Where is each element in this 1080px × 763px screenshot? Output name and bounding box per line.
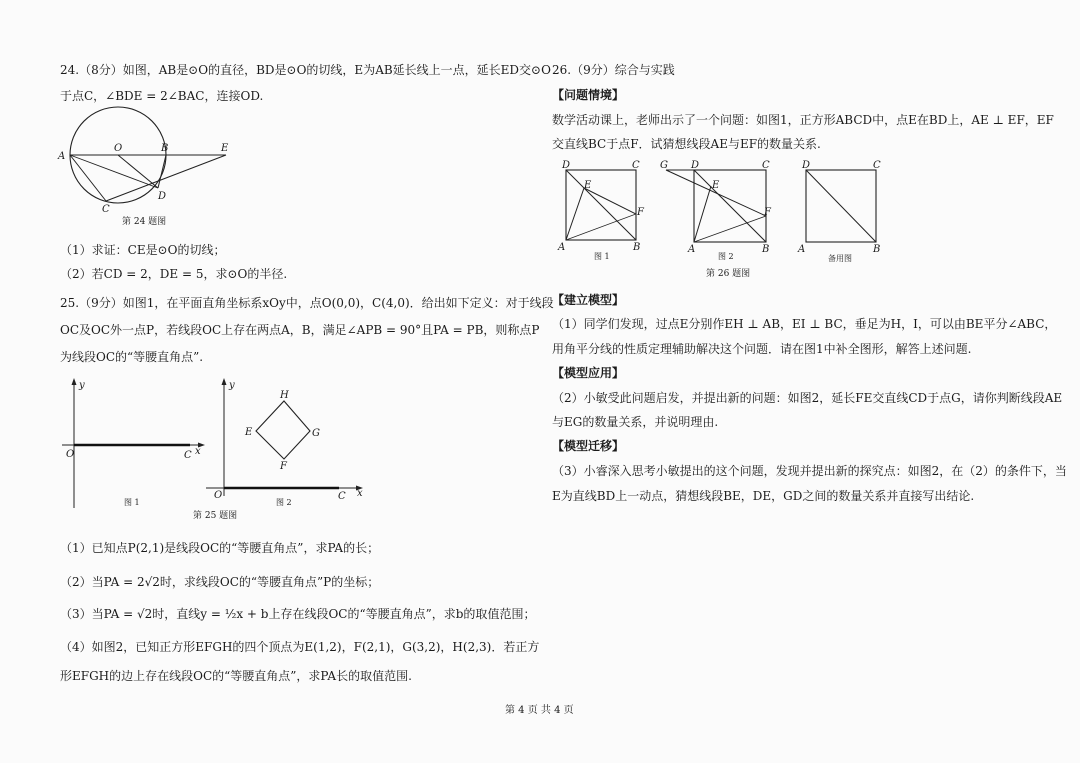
q25-fig2-caption: 图 2 xyxy=(276,498,292,507)
q26-section3-title: 【模型应用】 xyxy=(552,366,625,380)
q26-s3-line1: （2）小敏受此问题启发，并提出新的问题：如图2，延长FE交直线CD于点G，请你判断线段AE xyxy=(552,391,1063,405)
q26-fig1-caption: 图 1 xyxy=(594,252,610,261)
q25-fig2-y: y xyxy=(229,380,235,391)
q25-part4b: 形EFGH的边上存在线段OC的“等腰直角点”，求PA长的取值范围. xyxy=(60,669,412,683)
q25-fig2-o: O xyxy=(214,490,223,501)
q26-fig1-d: D xyxy=(562,160,571,171)
q25-line3: 为线段OC的“等腰直角点”. xyxy=(60,350,204,364)
q26-fig2-b: B xyxy=(762,244,770,255)
q26-fig3-d: D xyxy=(802,160,811,171)
q26-fig2-c: C xyxy=(762,160,770,171)
q25-fig2-c: C xyxy=(338,491,346,502)
q26-fig2-caption: 图 2 xyxy=(718,252,734,261)
q26-section4-title: 【模型迁移】 xyxy=(552,439,625,453)
q25-part2: （2）当PA = 2√2时，求线段OC的“等腰直角点”P的坐标； xyxy=(60,575,380,589)
q25-caption: 第 25 题图 xyxy=(193,511,238,521)
q24-label-b: B xyxy=(161,143,169,154)
page-footer: 第 4 页 共 4 页 xyxy=(505,705,574,716)
q26-s3-line2: 与EG的数量关系，并说明理由. xyxy=(552,415,719,429)
q26-fig1-a: A xyxy=(558,242,566,253)
q26-s4-line2: E为直线BD上一动点，猜想线段BE，DE，GD之间的数量关系并直接写出结论. xyxy=(552,489,975,503)
q25-fig1-c: C xyxy=(184,450,192,461)
q25-line1: 25.（9分）如图1，在平面直角坐标系xOy中，点O(0,0)，C(4,0)．给出如下定义：对于线段 xyxy=(60,296,554,310)
q26-section2-title: 【建立模型】 xyxy=(552,293,625,307)
q24-part2: （2）若CD = 2，DE = 5，求⊙O的半径. xyxy=(60,267,288,281)
q24-label-c: C xyxy=(102,204,110,215)
q25-fig1-x: x xyxy=(195,446,201,457)
q26-fig2-e: E xyxy=(712,180,720,191)
q24-label-o: O xyxy=(114,143,123,154)
q26-head: 26.（9分）综合与实践 xyxy=(552,63,675,77)
q26-s1-line1: 数学活动课上，老师出示了一个问题：如图1，正方形ABCD中，点E在BD上，AE ⊥ EF，EF xyxy=(552,113,1054,127)
q26-figure1 xyxy=(556,158,646,261)
q26-section1-title: 【问题情境】 xyxy=(552,88,625,102)
q26-fig2-g: G xyxy=(660,160,668,171)
q26-caption: 第 26 题图 xyxy=(706,269,751,279)
q25-line2: OC及OC外一点P，若线段OC上存在两点A，B，满足∠APB = 90°且PA = PB，则称点P xyxy=(60,323,540,337)
q26-fig2-d: D xyxy=(691,160,700,171)
q26-fig1-e: E xyxy=(584,180,592,191)
q25-part1: （1）已知点P(2,1)是线段OC的“等腰直角点”，求PA的长； xyxy=(60,541,380,555)
q25-part4a: （4）如图2，已知正方形EFGH的四个顶点为E(1,2)，F(2,1)，G(3,2)，H(2,3)．若正方 xyxy=(60,640,540,654)
q24-caption: 第 24 题图 xyxy=(122,217,167,227)
q26-fig3-caption: 备用图 xyxy=(828,254,852,263)
q25-fig1-caption: 图 1 xyxy=(124,498,140,507)
q26-s2-line2: 用角平分线的性质定理辅助解决这个问题．请在图1中补全图形，解答上述问题. xyxy=(552,342,972,356)
q25-fig2-x: x xyxy=(357,488,363,499)
q26-fig3-b: B xyxy=(873,244,881,255)
q25-fig2-g: G xyxy=(312,428,320,439)
q26-s2-line1: （1）同学们发现，过点E分别作EH ⊥ AB，EI ⊥ BC，垂足为H，I，可以由BE平分∠ABC， xyxy=(552,317,1057,331)
q26-fig2-a: A xyxy=(688,244,696,255)
q26-s1-line2: 交直线BC于点F．试猜想线段AE与EF的数量关系. xyxy=(552,137,821,151)
q24-line1: 24.（8分）如图，AB是⊙O的直径，BD是⊙O的切线，E为AB延长线上一点，延长ED交⊙O xyxy=(60,63,551,77)
q26-fig1-f: F xyxy=(637,207,644,218)
q26-fig2-f: F xyxy=(764,207,771,218)
q25-figure2 xyxy=(206,378,366,507)
q26-s4-line1: （3）小睿深入思考小敏提出的这个问题，发现并提出新的探究点：如图2，在（2）的条件下，当 xyxy=(552,464,1067,478)
q24-label-d: D xyxy=(158,191,167,202)
q24-figure xyxy=(58,108,238,218)
q26-fig3-c: C xyxy=(873,160,881,171)
q24-label-a: A xyxy=(58,151,66,162)
q25-figure1 xyxy=(62,378,207,513)
q26-fig1-c: C xyxy=(632,160,640,171)
q26-fig3-a: A xyxy=(798,244,806,255)
q25-part3: （3）当PA = √2时，直线y = ½x + b上存在线段OC的“等腰直角点”，求b的取值范围； xyxy=(60,607,536,621)
q25-fig1-o: O xyxy=(66,449,75,460)
q25-fig2-h: H xyxy=(280,390,289,401)
q26-fig1-b: B xyxy=(633,242,641,253)
q25-fig1-y: y xyxy=(79,380,85,391)
q24-line2: 于点C，∠BDE = 2∠BAC，连接OD. xyxy=(60,89,264,103)
q25-fig2-f: F xyxy=(280,461,287,472)
q25-fig2-e: E xyxy=(245,427,253,438)
q24-label-e: E xyxy=(221,143,229,154)
q26-backup-figure xyxy=(796,158,886,263)
q26-figure2 xyxy=(656,158,781,261)
q24-part1: （1）求证：CE是⊙O的切线； xyxy=(60,243,226,257)
